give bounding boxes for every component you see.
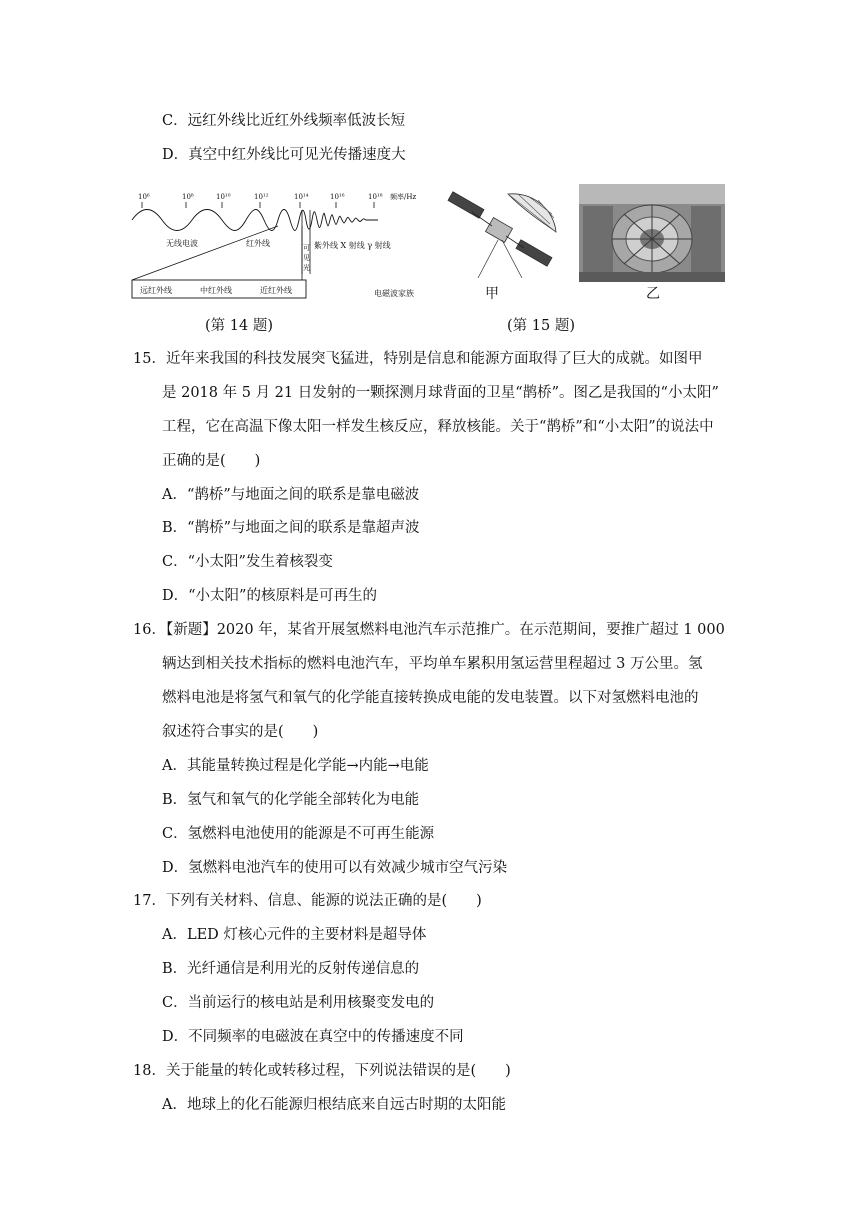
svg-text:光: 光 (303, 264, 310, 272)
option-d: D．“小太阳”的核原料是可再生的 (162, 588, 377, 604)
freq-unit-label: 频率/Hz (390, 193, 417, 201)
figure-label-yi: 乙 (646, 286, 660, 302)
option-c: C．远红外线比近红外线频率低波长短 (162, 113, 406, 129)
figure-15-caption: (第 15 题) (507, 318, 575, 334)
figure-14-caption: (第 14 题) (205, 318, 273, 334)
option-d: D．不同频率的电磁波在真空中的传播速度不同 (162, 1029, 464, 1045)
near-ir-label: 近红外线 (260, 286, 292, 295)
question-15-text: 15．近年来我国的科技发展突飞猛进，特别是信息和能源方面取得了巨大的成就。如图甲 (133, 351, 703, 367)
question-15-text: 是 2018 年 5 月 21 日发射的一颗探测月球背面的卫星“鹊桥”。图乙是我国的“小太阳” (162, 385, 719, 401)
tick-label: 10¹⁸ (368, 193, 383, 201)
tick-label: 10¹⁶ (330, 193, 345, 201)
question-16-text: 燃料电池是将氢气和氧气的化学能直接转换成电能的发电装置。以下对氢燃料电池的 (162, 690, 699, 706)
infrared-label: 红外线 (246, 239, 270, 248)
option-c: C．氢燃料电池使用的能源是不可再生能源 (162, 826, 435, 842)
tick-label: 10¹⁰ (216, 193, 231, 201)
svg-text:见: 见 (303, 254, 310, 262)
tick-label: 10¹² (254, 193, 269, 201)
question-16-text: 辆达到相关技术指标的燃料电池汽车，平均单车累积用氢运营里程超过 3 万公里。氢 (162, 656, 703, 672)
option-d: D．真空中红外线比可见光传播速度大 (162, 147, 406, 163)
tick-label: 10⁸ (182, 193, 194, 201)
mid-ir-label: 中红外线 (200, 286, 232, 295)
option-a: A．其能量转换过程是化学能→内能→电能 (162, 758, 429, 774)
option-d: D．氢燃料电池汽车的使用可以有效减少城市空气污染 (162, 860, 508, 876)
tick-label: 10¹⁴ (294, 193, 309, 201)
fusion-device-figure (579, 184, 725, 282)
em-family-label: 电磁波家族 (374, 289, 414, 298)
visible-light-label (303, 244, 310, 272)
option-b: B．光纤通信是利用光的反射传递信息的 (162, 961, 420, 977)
option-a: A．“鹊桥”与地面之间的联系是靠电磁波 (162, 487, 420, 503)
em-spectrum-figure (128, 188, 428, 302)
question-16-text: 叙述符合事实的是( ) (162, 724, 319, 740)
question-16-text: 16．【新题】2020 年，某省开展氢燃料电池汽车示范推广。在示范期间，要推广超过 1 000 (133, 622, 725, 638)
satellite-figure (438, 182, 568, 282)
option-c: C．当前运行的核电站是利用核聚变发电的 (162, 995, 435, 1011)
tick-label: 10⁶ (138, 193, 150, 201)
question-18-text: 18．关于能量的转化或转移过程，下列说法错误的是( ) (133, 1063, 511, 1079)
radio-wave-label: 无线电波 (166, 239, 198, 248)
figure-label-jia: 甲 (485, 286, 499, 302)
option-b: B．氢气和氧气的化学能全部转化为电能 (162, 792, 420, 808)
option-b: B．“鹊桥”与地面之间的联系是靠超声波 (162, 520, 420, 536)
question-15-text: 正确的是( ) (162, 453, 261, 469)
svg-text:可: 可 (303, 244, 310, 252)
question-17-text: 17．下列有关材料、信息、能源的说法正确的是( ) (133, 893, 482, 909)
uv-x-gamma-label: 紫外线 X 射线 γ 射线 (314, 241, 391, 250)
option-c: C．“小太阳”发生着核裂变 (162, 554, 333, 570)
question-15-text: 工程，它在高温下像太阳一样发生核反应，释放核能。关于“鹊桥”和“小太阳”的说法中 (162, 419, 714, 435)
option-a: A．LED 灯核心元件的主要材料是超导体 (162, 927, 427, 943)
far-ir-label: 远红外线 (140, 286, 172, 295)
option-a: A．地球上的化石能源归根结底来自远古时期的太阳能 (162, 1097, 506, 1113)
